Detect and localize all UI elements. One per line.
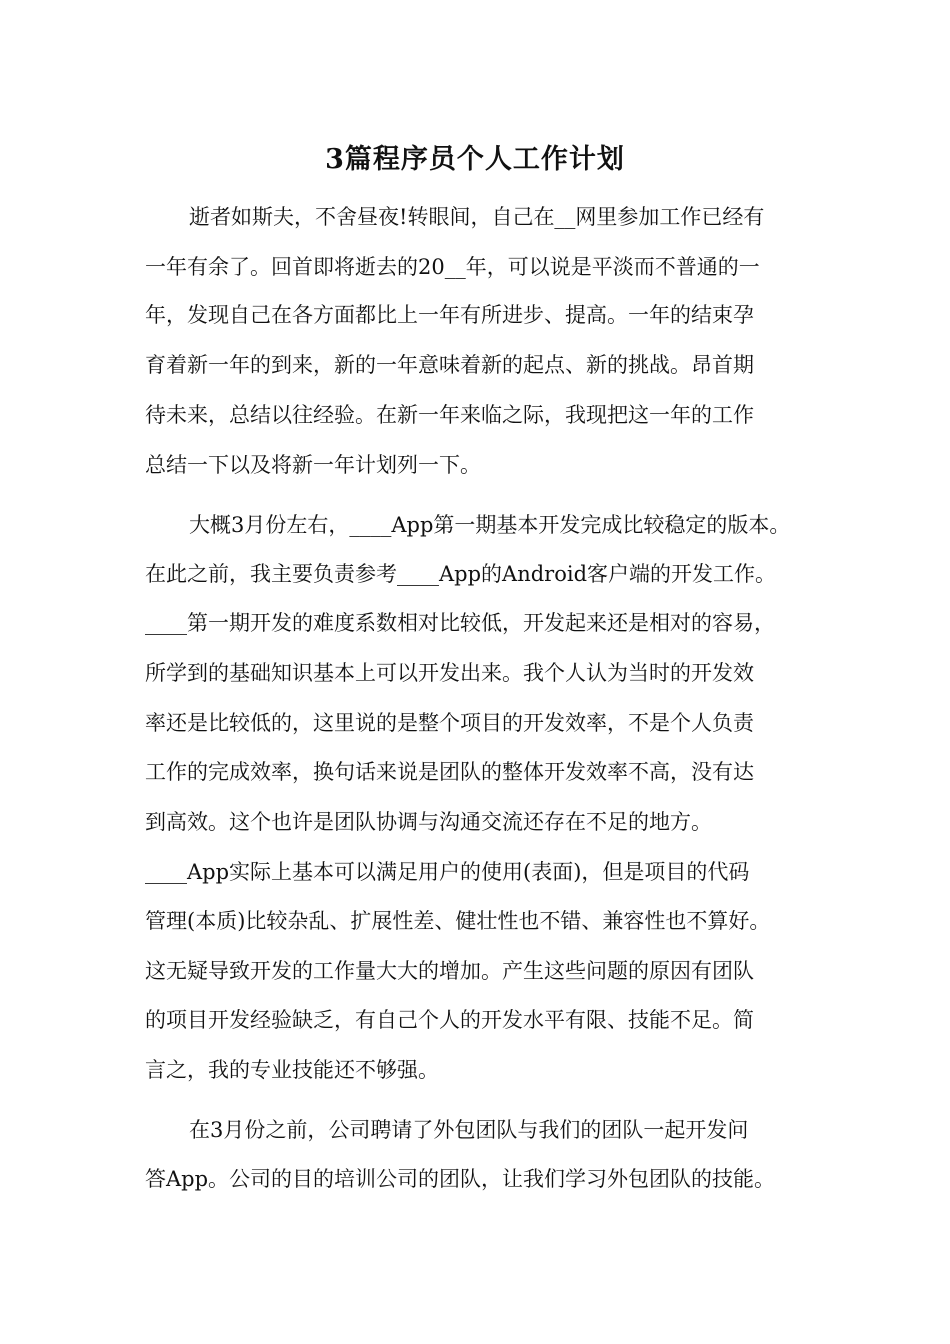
paragraph-2-line-1: 大概3月份左右，____App第一期基本开发完成比较稳定的版本。	[189, 513, 791, 537]
paragraph-1-line-3: 年，发现自己在各方面都比上一年有所进步、提高。一年的结束孕	[145, 303, 754, 327]
paragraph-1-line-6: 总结一下以及将新一年计划列一下。	[145, 453, 481, 477]
paragraph-2-line-3: ____第一期开发的难度系数相对比较低，开发起来还是相对的容易，	[145, 611, 775, 635]
paragraph-1-line-1: 逝者如斯夫，不舍昼夜!转眼间，自己在__网里参加工作已经有	[189, 205, 765, 229]
page-title: 3篇程序员个人工作计划	[325, 144, 625, 175]
paragraph-2-line-9: 管理(本质)比较杂乱、扩展性差、健壮性也不错、兼容性也不算好。	[145, 909, 771, 933]
paragraph-2-line-12: 言之，我的专业技能还不够强。	[145, 1058, 439, 1082]
paragraph-1-line-2: 一年有余了。回首即将逝去的20__年，可以说是平淡而不普通的一	[145, 255, 760, 279]
paragraph-2-line-4: 所学到的基础知识基本上可以开发出来。我个人认为当时的开发效	[145, 661, 754, 685]
paragraph-2-line-10: 这无疑导致开发的工作量大大的增加。产生这些问题的原因有团队	[145, 959, 754, 983]
paragraph-2-line-2: 在此之前，我主要负责参考____App的Android客户端的开发工作。	[145, 562, 777, 586]
paragraph-1-line-4: 育着新一年的到来，新的一年意味着新的起点、新的挑战。昂首期	[145, 353, 754, 377]
paragraph-2-line-11: 的项目开发经验缺乏，有自己个人的开发水平有限、技能不足。简	[145, 1008, 754, 1032]
paragraph-3-line-1: 在3月份之前，公司聘请了外包团队与我们的团队一起开发问	[189, 1118, 749, 1142]
paragraph-1-line-5: 待未来，总结以往经验。在新一年来临之际，我现把这一年的工作	[145, 403, 754, 427]
paragraph-3-line-2: 答App。公司的目的培训公司的团队，让我们学习外包团队的技能。	[145, 1167, 776, 1191]
paragraph-2-line-8: ____App实际上基本可以满足用户的使用(表面)，但是项目的代码	[145, 860, 750, 884]
paragraph-2-line-6: 工作的完成效率，换句话来说是团队的整体开发效率不高，没有达	[145, 760, 754, 784]
paragraph-2-line-7: 到高效。这个也许是团队协调与沟通交流还存在不足的地方。	[145, 810, 712, 834]
paragraph-2-line-5: 率还是比较低的，这里说的是整个项目的开发效率，不是个人负责	[145, 711, 754, 735]
